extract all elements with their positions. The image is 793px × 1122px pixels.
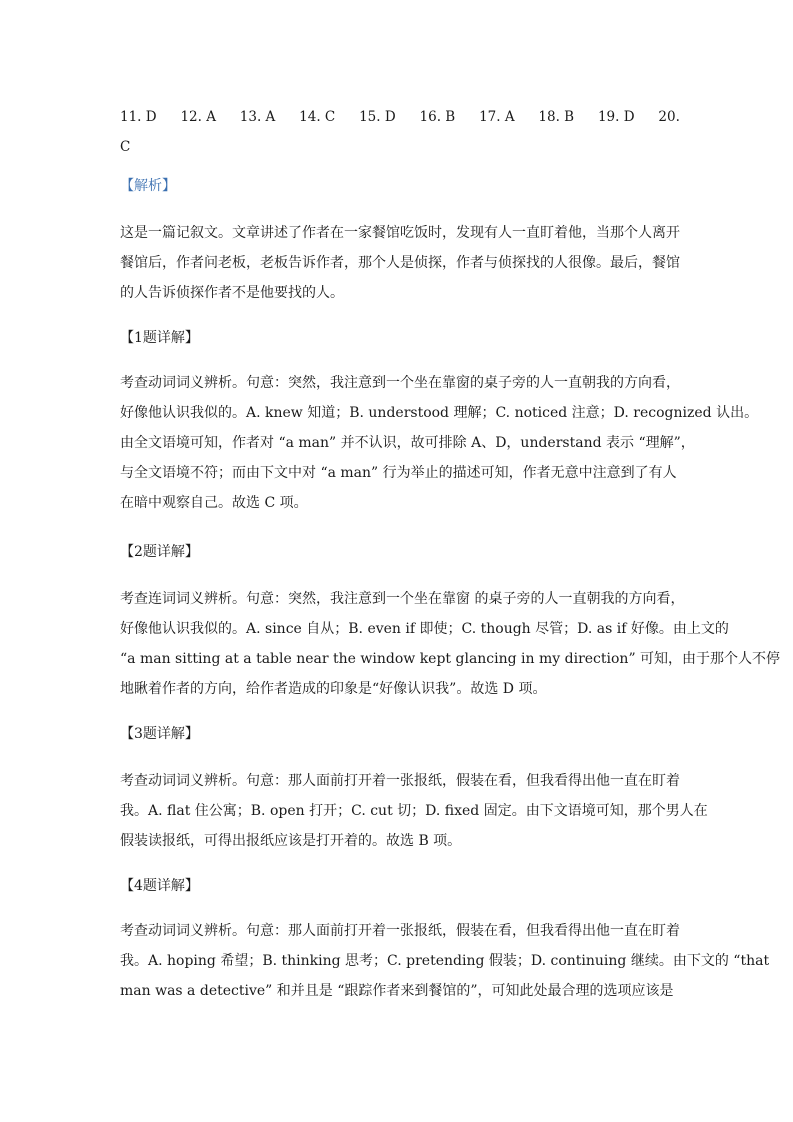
analysis-heading: 【解析】 [120, 178, 176, 194]
question-3-section [120, 724, 680, 744]
answer-item: 17. A [479, 109, 515, 125]
paragraph-line: 这是一篇记叙文。文章讲述了作者在一家餐馆吃饭时，发现有人一直盯着他，当那个人离开 [120, 225, 680, 241]
paragraph-line: 好像他认识我似的。A. since 自从；B. even if 即使；C. though 尽管；D. as if 好像。由上文的 [120, 621, 729, 637]
paragraph-line: 在暗中观察自己。故选 C 项。 [120, 495, 308, 511]
answer-item: 16. B [419, 109, 456, 125]
question-4-heading: 【4题详解】 [120, 878, 199, 894]
question-4-section [120, 876, 680, 896]
answer-item: 11. D [120, 109, 157, 125]
paragraph-line: “a man sitting at a table near the window kept glancing in my direction” 可知，由于那个人不停 [120, 651, 781, 667]
paragraph-line: 考查动词词义辨析。句意：突然，我注意到一个坐在靠窗的桌子旁的人一直朝我的方向看， [120, 375, 680, 391]
paragraph-line: 由全文语境可知，作者对 “a man” 并不认识，故可排除 A、D，understand 表示 “理解”， [120, 435, 695, 451]
paragraph-line: 好像他认识我似的。A. knew 知道；B. understood 理解；C. noticed 注意；D. recognized 认出。 [120, 405, 759, 421]
paragraph-line: 的人告诉侦探作者不是他要找的人。 [120, 285, 344, 301]
question-1-section [120, 328, 680, 348]
answer-key [120, 102, 680, 162]
paragraph-line: man was a detective” 和并且是 “跟踪作者来到餐馆的”，可知此处最合理的选项应该是 [120, 983, 674, 999]
question-2-section [120, 542, 680, 562]
question-3-heading: 【3题详解】 [120, 726, 199, 742]
answer-item: 20. [658, 109, 680, 125]
paragraph-line: 假装读报纸，可得出报纸应该是打开着的。故选 B 项。 [120, 833, 462, 849]
paragraph-line: 考查连词词义辨析。句意：突然，我注意到一个坐在靠窗 的桌子旁的人一直朝我的方向看， [120, 591, 685, 607]
answer-item: 15. D [359, 109, 396, 125]
answer-item: 18. B [538, 109, 575, 125]
answer-item: 13. A [239, 109, 276, 125]
paragraph-line: 地瞅着作者的方向，给作者造成的印象是“好像认识我”。故选 D 项。 [120, 681, 547, 697]
question-3-paragraph [120, 766, 708, 856]
question-2-paragraph [120, 584, 781, 704]
answer-key-row [120, 102, 680, 132]
question-2-heading: 【2题详解】 [120, 544, 199, 560]
question-4-paragraph [120, 916, 770, 1006]
paragraph-line: 考查动词词义辨析。句意：那人面前打开着一张报纸，假装在看，但我看得出他一直在盯着 [120, 773, 680, 789]
answer-item: 14. C [299, 109, 336, 125]
question-1-heading: 【1题详解】 [120, 330, 199, 346]
paragraph-line: 考查动词词义辨析。句意：那人面前打开着一张报纸，假装在看，但我看得出他一直在盯着 [120, 923, 680, 939]
paragraph-line: 我。A. hoping 希望；B. thinking 思考；C. pretending 假装；D. continuing 继续。由下文的 “that [120, 953, 770, 969]
paragraph-line: 我。A. flat 住公寓；B. open 打开；C. cut 切；D. fixed 固定。由下文语境可知，那个男人在 [120, 803, 708, 819]
answer-item: 19. D [597, 109, 635, 125]
analysis-section [120, 176, 680, 196]
question-1-paragraph [120, 368, 759, 518]
answer-item: 12. A [180, 109, 216, 125]
answer-item: C [120, 139, 131, 155]
paragraph-line: 与全文语境不符；而由下文中对 “a man” 行为举止的描述可知，作者无意中注意到了有人 [120, 465, 677, 481]
analysis-paragraph [120, 218, 680, 308]
paragraph-line: 餐馆后，作者问老板，老板告诉作者，那个人是侦探，作者与侦探找的人很像。最后，餐馆 [120, 255, 680, 271]
